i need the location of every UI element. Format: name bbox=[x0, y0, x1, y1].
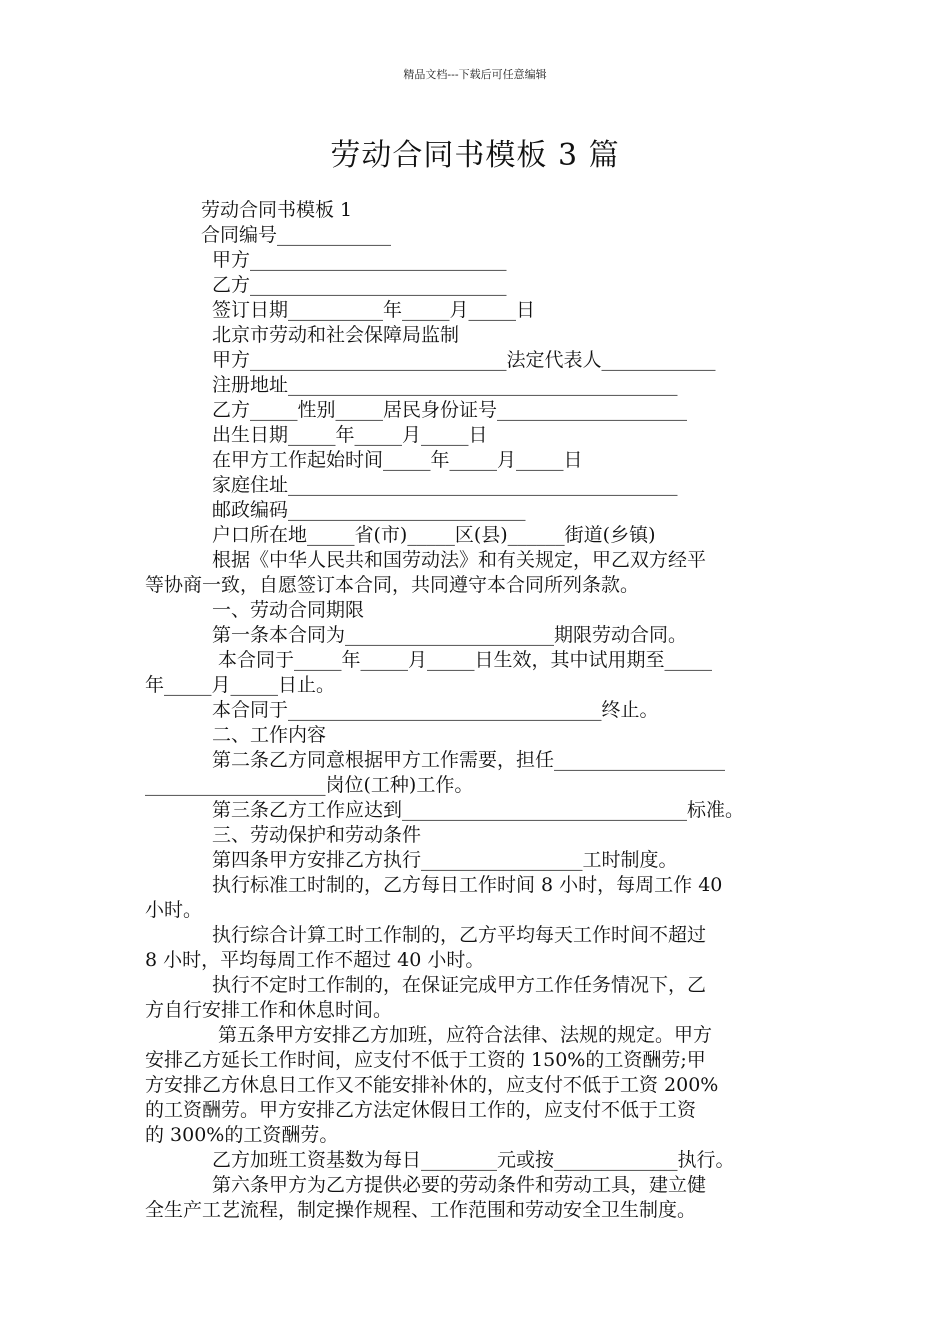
paragraph-line: 第二条乙方同意根据甲方工作需要，担任__________________ bbox=[212, 749, 726, 771]
party-a-field: 甲方___________________________ bbox=[212, 249, 507, 271]
paragraph-line: 方自行安排工作和休息时间。 bbox=[145, 999, 393, 1021]
start-date-field: 在甲方工作起始时间_____年_____月_____日 bbox=[212, 449, 583, 471]
paragraph-line: 的工资酬劳。甲方安排乙方法定休假日工作的，应支付不低于工资 bbox=[145, 1099, 697, 1121]
paragraph-line: 第五条甲方安排乙方加班，应符合法律、法规的规定。甲方 bbox=[212, 1024, 713, 1046]
paragraph-line: ___________________岗位(工种)工作。 bbox=[145, 774, 474, 796]
paragraph-line: 乙方加班工资基数为每日________元或按_____________执行。 bbox=[212, 1149, 735, 1171]
paragraph-line: 小时。 bbox=[145, 899, 203, 921]
section-heading: 一、劳动合同期限 bbox=[212, 599, 365, 621]
paragraph-line: 第四条甲方安排乙方执行_________________工时制度。 bbox=[212, 849, 678, 871]
birth-date-field: 出生日期_____年_____月_____日 bbox=[212, 424, 488, 446]
party-b-id-field: 乙方_____性别_____居民身份证号____________________ bbox=[212, 399, 688, 421]
paragraph-line: 执行标准工时制的，乙方每日工作时间 8 小时，每周工作 40 bbox=[212, 874, 723, 896]
paragraph-line: 年_____月_____日止。 bbox=[145, 674, 336, 696]
home-address-field: 家庭住址_________________________________________ bbox=[212, 474, 678, 496]
party-a-representative-field: 甲方___________________________法定代表人____________ bbox=[212, 349, 716, 371]
paragraph-line: 等协商一致，自愿签订本合同，共同遵守本合同所列条款。 bbox=[145, 574, 640, 596]
section-heading: 二、工作内容 bbox=[212, 724, 327, 746]
page-header: 精品文档---下载后可任意编辑 bbox=[403, 68, 547, 81]
paragraph-line: 执行不定时工作制的，在保证完成甲方工作任务情况下，乙 bbox=[212, 974, 707, 996]
paragraph-line: 本合同于_________________________________终止。 bbox=[212, 699, 659, 721]
supervisor-text: 北京市劳动和社会保障局监制 bbox=[212, 324, 460, 346]
paragraph-line: 8 小时，平均每周工作不超过 40 小时。 bbox=[145, 949, 485, 971]
contract-number-field: 合同编号____________ bbox=[201, 224, 392, 246]
party-b-field: 乙方___________________________ bbox=[212, 274, 507, 296]
paragraph-line: 第一条本合同为______________________期限劳动合同。 bbox=[212, 624, 688, 646]
paragraph-line: 安排乙方延长工作时间，应支付不低于工资的 150%的工资酬劳;甲 bbox=[145, 1049, 706, 1071]
paragraph-line: 执行综合计算工时工作制的，乙方平均每天工作时间不超过 bbox=[212, 924, 707, 946]
postal-code-field: 邮政编码_________________________ bbox=[212, 499, 526, 521]
paragraph-line: 方安排乙方休息日工作又不能安排补休的，应支付不低于工资 200% bbox=[145, 1074, 719, 1096]
document-title: 劳动合同书模板 3 篇 bbox=[330, 138, 620, 173]
section-heading: 三、劳动保护和劳动条件 bbox=[212, 824, 422, 846]
household-registration-field: 户口所在地_____省(市)_____区(县)______街道(乡镇) bbox=[212, 524, 656, 546]
paragraph-line: 的 300%的工资酬劳。 bbox=[145, 1124, 339, 1146]
section-heading: 劳动合同书模板 1 bbox=[201, 199, 353, 221]
signing-date-field: 签订日期__________年_____月_____日 bbox=[212, 299, 536, 321]
paragraph-line: 第六条甲方为乙方提供必要的劳动条件和劳动工具，建立健 bbox=[212, 1174, 707, 1196]
paragraph-line: 根据《中华人民共和国劳动法》和有关规定，甲乙双方经平 bbox=[212, 549, 707, 571]
paragraph-line: 第三条乙方工作应达到______________________________标准。 bbox=[212, 799, 745, 821]
registered-address-field: 注册地址_________________________________________ bbox=[212, 374, 678, 396]
paragraph-line: 本合同于_____年_____月_____日生效，其中试用期至_____ bbox=[212, 649, 713, 671]
paragraph-line: 全生产工艺流程，制定操作规程、工作范围和劳动安全卫生制度。 bbox=[145, 1199, 697, 1221]
